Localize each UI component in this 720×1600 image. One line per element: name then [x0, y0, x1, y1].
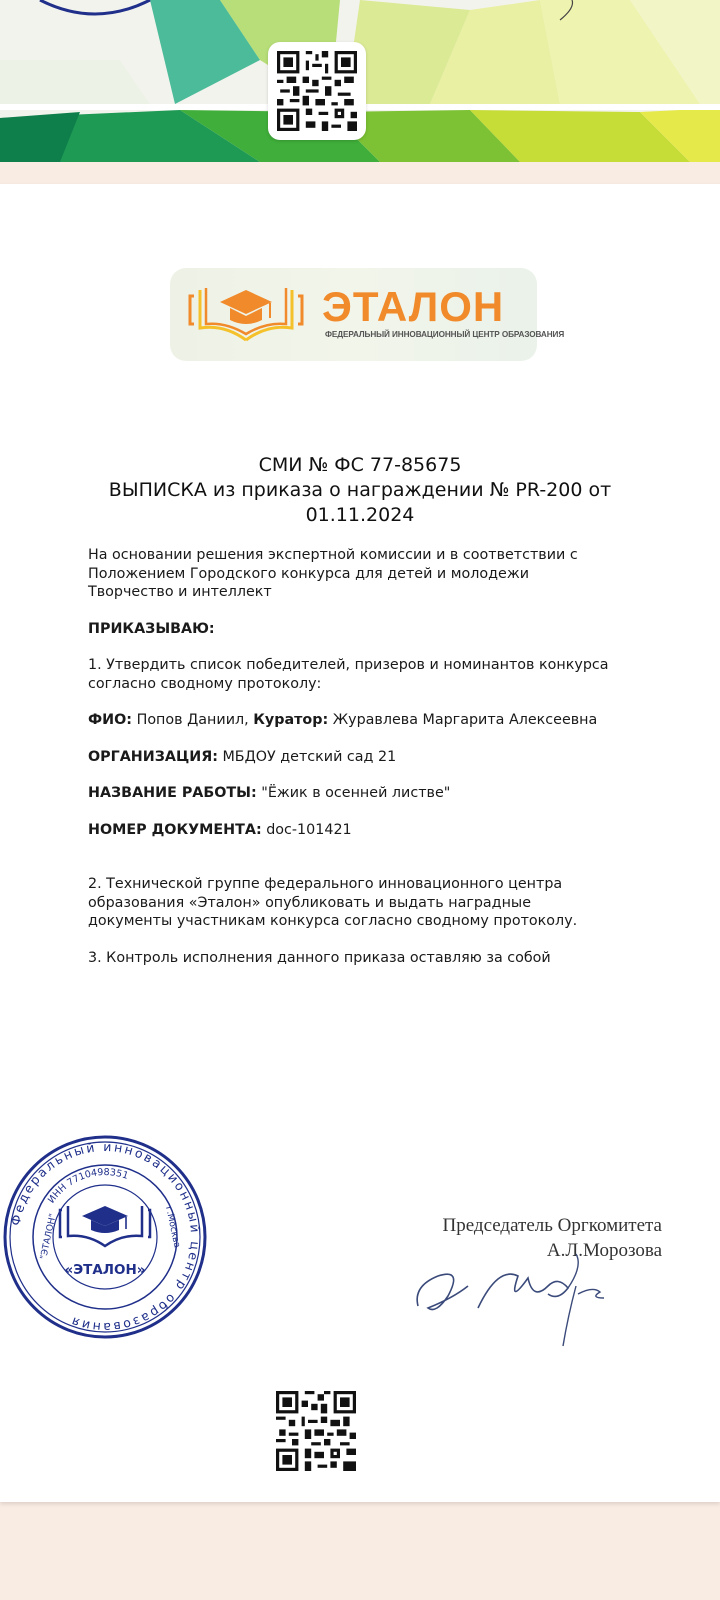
item-1-line: 1. Утвердить список победителей, призеров и номинантов конкурса	[88, 657, 609, 673]
graduation-cap-book-icon	[176, 268, 316, 361]
signature-name: А.Л.Морозова	[546, 1240, 662, 1261]
fio-label: ФИО:	[88, 712, 133, 728]
order-word: ПРИКАЗЫВАЮ:	[88, 620, 215, 637]
organization-value: МБДОУ детский сад 21	[222, 748, 397, 765]
item-2-line: 2. Технической группе федерального инновационного центра	[88, 876, 563, 892]
qr-code-icon[interactable]	[276, 1391, 356, 1471]
logo-subtitle: ФЕДЕРАЛЬНЫЙ ИННОВАЦИОННЫЙ ЦЕНТР ОБРАЗОВАНИЯ	[325, 330, 565, 339]
curator-value: Журавлева Маргарита Алексеевна	[332, 712, 598, 728]
top-qr-code[interactable]	[268, 42, 366, 140]
item-1	[88, 656, 668, 693]
item-2-line: образования «Эталон» опубликовать и выдать наградные	[88, 894, 532, 911]
document-number-row	[88, 821, 668, 840]
seal-cap-icon	[60, 1206, 150, 1246]
seal-inn: ИНН 7710498351	[46, 1166, 130, 1206]
etalon-logo	[170, 268, 565, 361]
work-title-row	[88, 784, 668, 803]
fio-row	[88, 711, 668, 730]
document-number-value: doc-101421	[266, 821, 352, 838]
seal-outer-text: Федеральный инновационный центр образования	[7, 1138, 204, 1336]
intro-paragraph	[88, 546, 668, 602]
item-3: 3. Контроль исполнения данного приказа оставляю за собой	[88, 949, 551, 966]
work-title-label: НАЗВАНИЕ РАБОТЫ:	[88, 785, 257, 801]
signature-title: Председатель Оргкомитета	[442, 1215, 662, 1236]
item-2	[88, 875, 668, 931]
document-body	[88, 546, 668, 967]
work-title-value: "Ёжик в осенней листве"	[261, 785, 451, 801]
document-page	[0, 184, 720, 1502]
intro-line: Положением Городского конкурса для детей и молодежи	[88, 565, 530, 582]
seal-city: г.Москва	[163, 1205, 182, 1249]
top-banner	[0, 0, 720, 162]
intro-line: Творчество и интеллект	[88, 584, 272, 600]
organization-label: ОРГАНИЗАЦИЯ:	[88, 748, 218, 765]
heading-extract-title: ВЫПИСКА из приказа о награждении № PR-200 от	[108, 479, 612, 501]
qr-code-icon	[277, 51, 357, 131]
handwritten-signature	[408, 1246, 628, 1356]
logo-wordmark: ЭТАЛОН	[322, 283, 505, 330]
item-2-line: документы участникам конкурса согласно сводному протоколу.	[88, 913, 578, 929]
intro-line: На основании решения экспертной комиссии и в соответствии с	[88, 547, 578, 563]
organization-row	[88, 748, 668, 767]
document-number-label: НОМЕР ДОКУМЕНТА:	[88, 821, 262, 838]
item-1-line: согласно сводному протоколу:	[88, 675, 322, 692]
heading-date: 01.11.2024	[305, 504, 415, 526]
document-heading	[60, 453, 660, 528]
fio-value: Попов Даниил,	[136, 712, 249, 728]
heading-media-registration: СМИ № ФС 77-85675	[258, 454, 462, 476]
seal-center-label: «ЭТАЛОН»	[64, 1262, 146, 1278]
curator-label: Куратор:	[253, 712, 329, 728]
seal-left-text: "ЭТАЛОН"	[39, 1212, 59, 1261]
organization-seal-icon	[0, 1132, 210, 1342]
